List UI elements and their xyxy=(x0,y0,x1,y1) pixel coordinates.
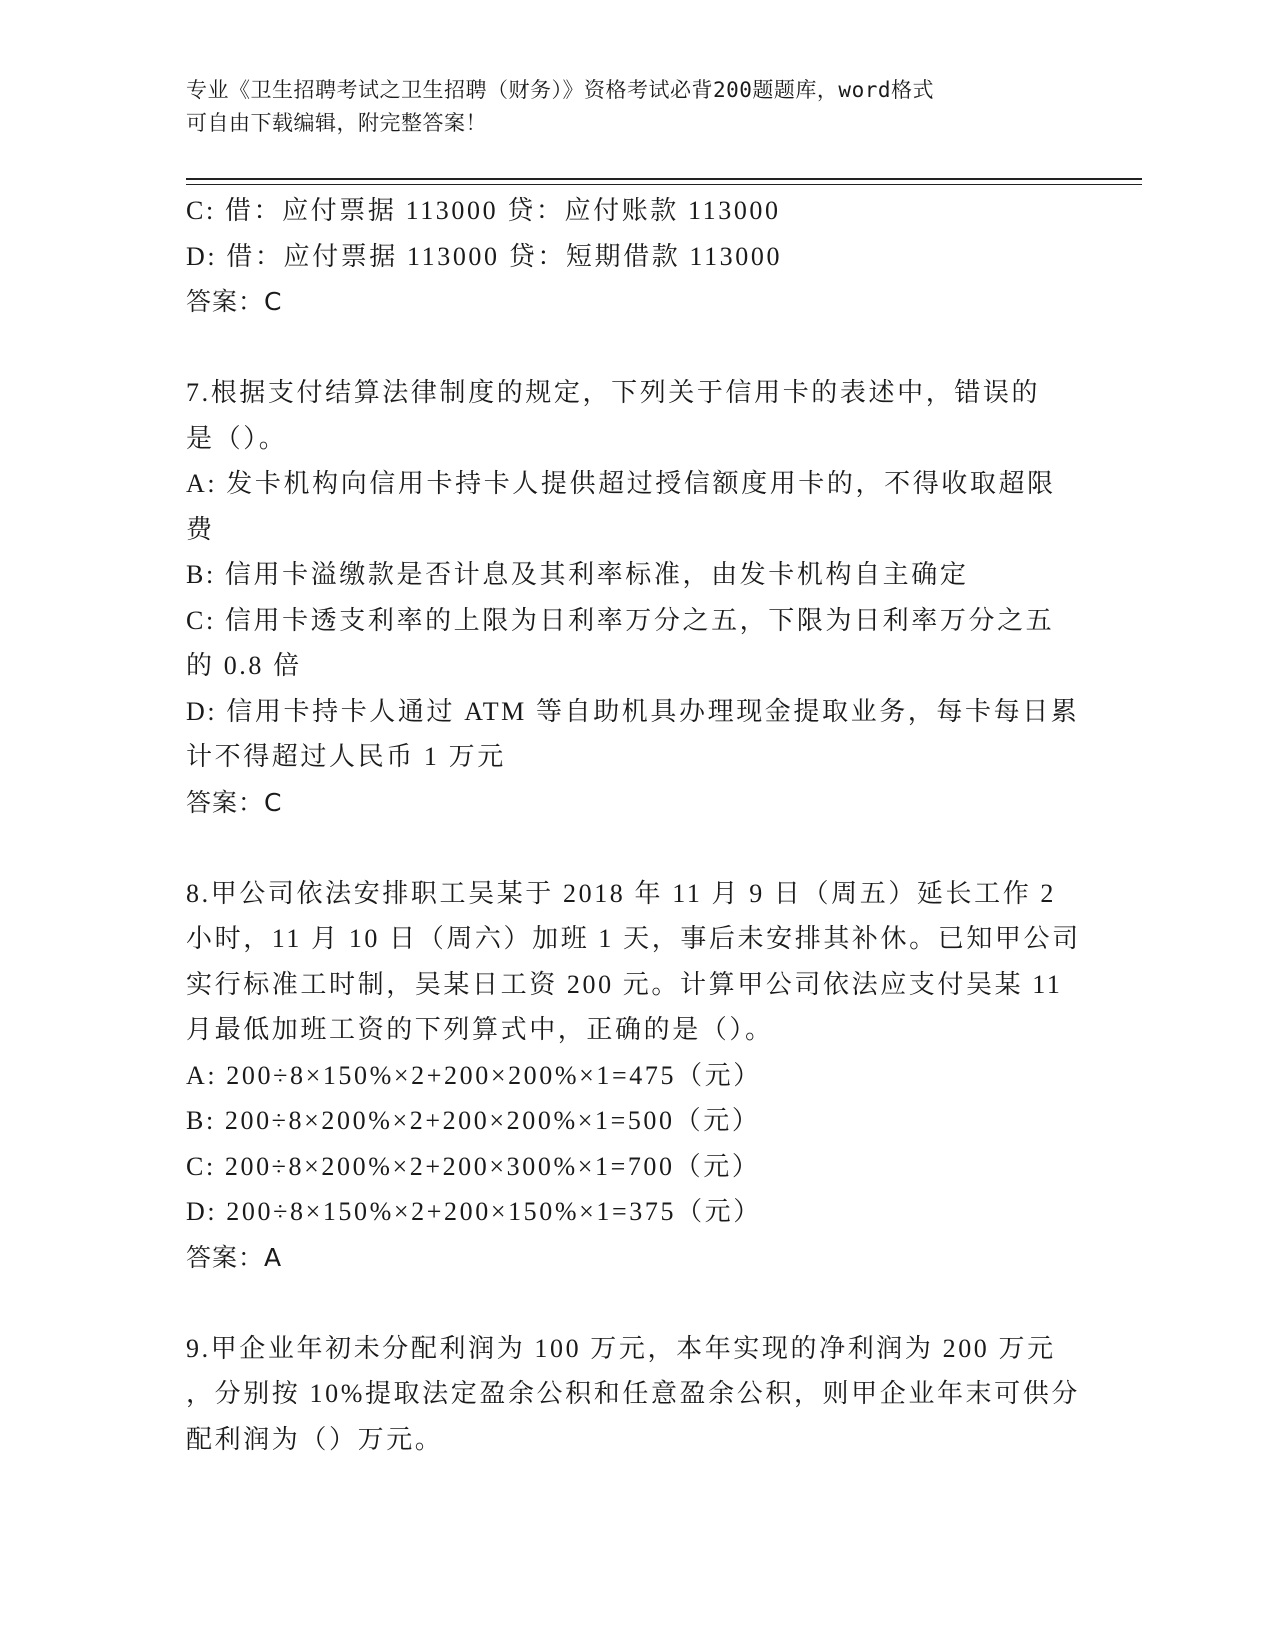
q8-stem-line-3: 实行标准工时制，吴某日工资 200 元。计算甲公司依法应支付吴某 11 xyxy=(186,969,1063,999)
question-8 xyxy=(186,871,1086,1281)
document-body xyxy=(186,188,1086,1462)
q7-option-c-line-2: 的 0.8 倍 xyxy=(186,651,302,680)
q7-option-c-line-1: C: 信用卡透支利率的上限为日利率万分之五，下限为日利率万分之五 xyxy=(186,605,1055,635)
q9-stem-line-1: 9.甲企业年初未分配利润为 100 万元，本年实现的净利润为 200 万元 xyxy=(186,1333,1056,1363)
header-divider-thick xyxy=(186,178,1142,180)
header-title-line-2: 可自由下载编辑，附完整答案！ xyxy=(186,111,487,135)
q8-stem-line-4: 月最低加班工资的下列算式中，正确的是（）。 xyxy=(186,1015,774,1044)
q7-stem-line-1: 7.根据支付结算法律制度的规定，下列关于信用卡的表述中，错误的 xyxy=(186,378,1041,407)
q7-option-d-line-2: 计不得超过人民币 1 万元 xyxy=(186,742,506,771)
question-7 xyxy=(186,370,1086,825)
paragraph-gap xyxy=(186,325,1086,371)
q8-option-d: D: 200÷8×150%×2+200×150%×1=375（元） xyxy=(186,1197,762,1226)
q7-option-d-line-1: D: 信用卡持卡人通过 ATM 等自助机具办理现金提取业务，每卡每日累 xyxy=(186,696,1080,726)
q7-stem-line-2: 是（）。 xyxy=(186,423,288,453)
q6-answer: 答案：C xyxy=(186,287,283,316)
question-9 xyxy=(186,1326,1086,1463)
q6-option-c: C: 借：应付票据 113000 贷：应付账款 113000 xyxy=(186,196,781,225)
q8-stem-line-2: 小时，11 月 10 日（周六）加班 1 天，事后未安排其补休。已知甲公司 xyxy=(186,924,1081,953)
q7-option-a-line-2: 费 xyxy=(186,514,215,544)
q6-option-d: D: 借：应付票据 113000 贷：短期借款 113000 xyxy=(186,241,783,271)
paragraph-gap xyxy=(186,1280,1086,1326)
q8-option-c: C: 200÷8×200%×2+200×300%×1=700（元） xyxy=(186,1151,761,1181)
question-6-tail xyxy=(186,188,1086,325)
q9-stem-line-3: 配利润为（）万元。 xyxy=(186,1424,444,1454)
q7-option-b: B: 信用卡溢缴款是否计息及其利率标准，由发卡机构自主确定 xyxy=(186,560,969,589)
document-header xyxy=(186,74,1086,140)
q7-answer: 答案：C xyxy=(186,787,283,817)
header-title-line-1: 专业《卫生招聘考试之卫生招聘（财务）》资格考试必背200题题库，word格式 xyxy=(186,78,934,102)
q9-stem-line-2: ，分别按 10%提取法定盈余公积和任意盈余公积，则甲企业年末可供分 xyxy=(186,1379,1080,1408)
q8-answer: 答案：A xyxy=(186,1242,283,1272)
header-divider-thin xyxy=(186,184,1142,185)
q8-stem-line-1: 8.甲公司依法安排职工吴某于 2018 年 11 月 9 日（周五）延长工作 2 xyxy=(186,878,1057,908)
paragraph-gap xyxy=(186,825,1086,871)
q8-option-a: A: 200÷8×150%×2+200×200%×1=475（元） xyxy=(186,1060,762,1090)
q8-option-b: B: 200÷8×200%×2+200×200%×1=500（元） xyxy=(186,1106,761,1135)
q7-option-a-line-1: A: 发卡机构向信用卡持卡人提供超过授信额度用卡的，不得收取超限 xyxy=(186,469,1056,498)
